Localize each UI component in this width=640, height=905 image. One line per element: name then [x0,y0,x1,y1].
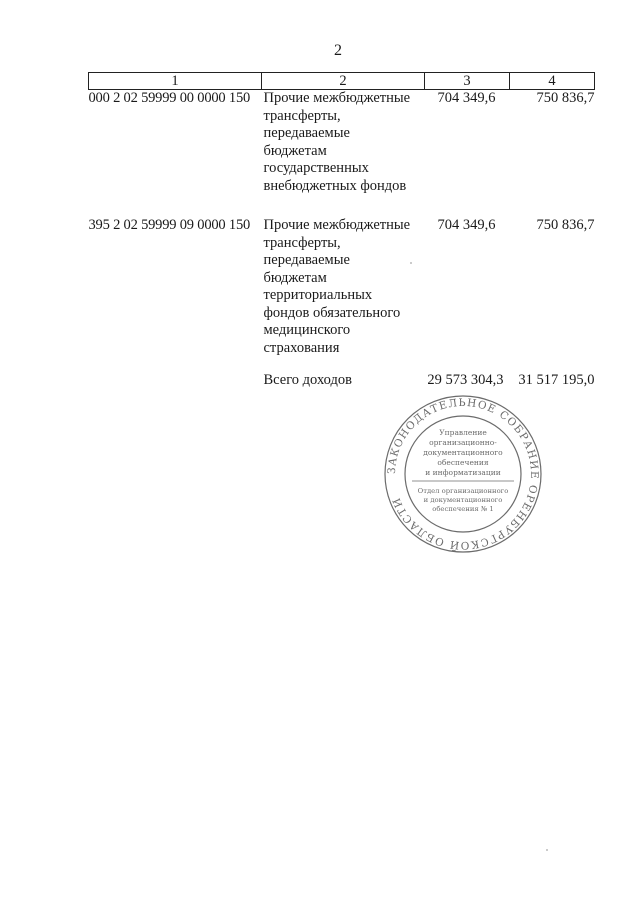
seal-inner-text: и информатизации [425,468,501,477]
amount-column-3: 704 349,6 [437,217,496,233]
seal-lower-text: и документационного [423,496,503,504]
revenue-name-line: Прочие межбюджетные [263,90,411,106]
revenue-name [262,90,425,196]
column-header: 2 [262,73,425,90]
revenue-name [262,217,425,357]
table-header-row [89,73,595,90]
total-code-empty [89,372,262,390]
seal-lower-text: обеспечения № 1 [432,505,494,513]
budget-code: 000 2 02 59999 00 0000 150 [88,90,251,106]
revenue-name-line: трансферты, [263,107,341,124]
seal-lower-text: Отдел организационного [417,487,509,495]
page-number: 2 [334,42,342,59]
scan-speck [546,849,548,851]
revenue-name-line: передаваемые [263,125,350,141]
total-column-3: 29 573 304,3 [427,372,504,388]
amount-column-4: 750 836,7 [536,217,595,233]
official-seal [382,393,544,555]
total-column-4: 31 517 195,0 [518,372,595,388]
table-row [89,217,595,357]
row-spacer [89,357,595,372]
revenue-name-line: передаваемые [263,252,350,268]
revenue-name-line: трансферты, [263,234,341,251]
amount-column-4: 750 836,7 [536,90,595,106]
column-header: 3 [425,73,510,90]
revenue-name-line: фондов обязательного [263,304,401,321]
revenue-name-line: Прочие межбюджетные [263,217,411,233]
total-row [89,372,595,390]
seal-inner-text: Управление [439,428,487,437]
seal-inner-text: документационного [423,448,503,457]
revenue-name-line: бюджетам [263,269,327,286]
budget-code: 395 2 02 59999 09 0000 150 [88,217,251,233]
revenue-name-line: территориальных [263,287,373,303]
revenue-name-line: государственных [263,160,369,176]
total-label: Всего доходов [263,372,352,388]
seal-ring-textpath: ЗАКОНОДАТЕЛЬНОЕ СОБРАНИЕ ОРЕНБУРГСКОЙ ОБЛАСТИ [385,396,541,552]
revenue-name-line: бюджетам [263,142,327,159]
table-row [89,90,595,196]
revenue-name-line: страхования [263,339,340,356]
row-spacer [89,195,595,217]
column-header: 1 [89,73,262,90]
revenue-table [88,72,594,390]
column-header: 4 [510,73,595,90]
seal-inner-text: обеспечения [437,458,489,467]
seal-inner-text: организационно- [429,438,497,447]
scan-speck [410,262,412,264]
amount-column-3: 704 349,6 [437,90,496,106]
revenue-name-line: внебюджетных фондов [263,177,407,194]
revenue-name-line: медицинского [263,322,351,338]
